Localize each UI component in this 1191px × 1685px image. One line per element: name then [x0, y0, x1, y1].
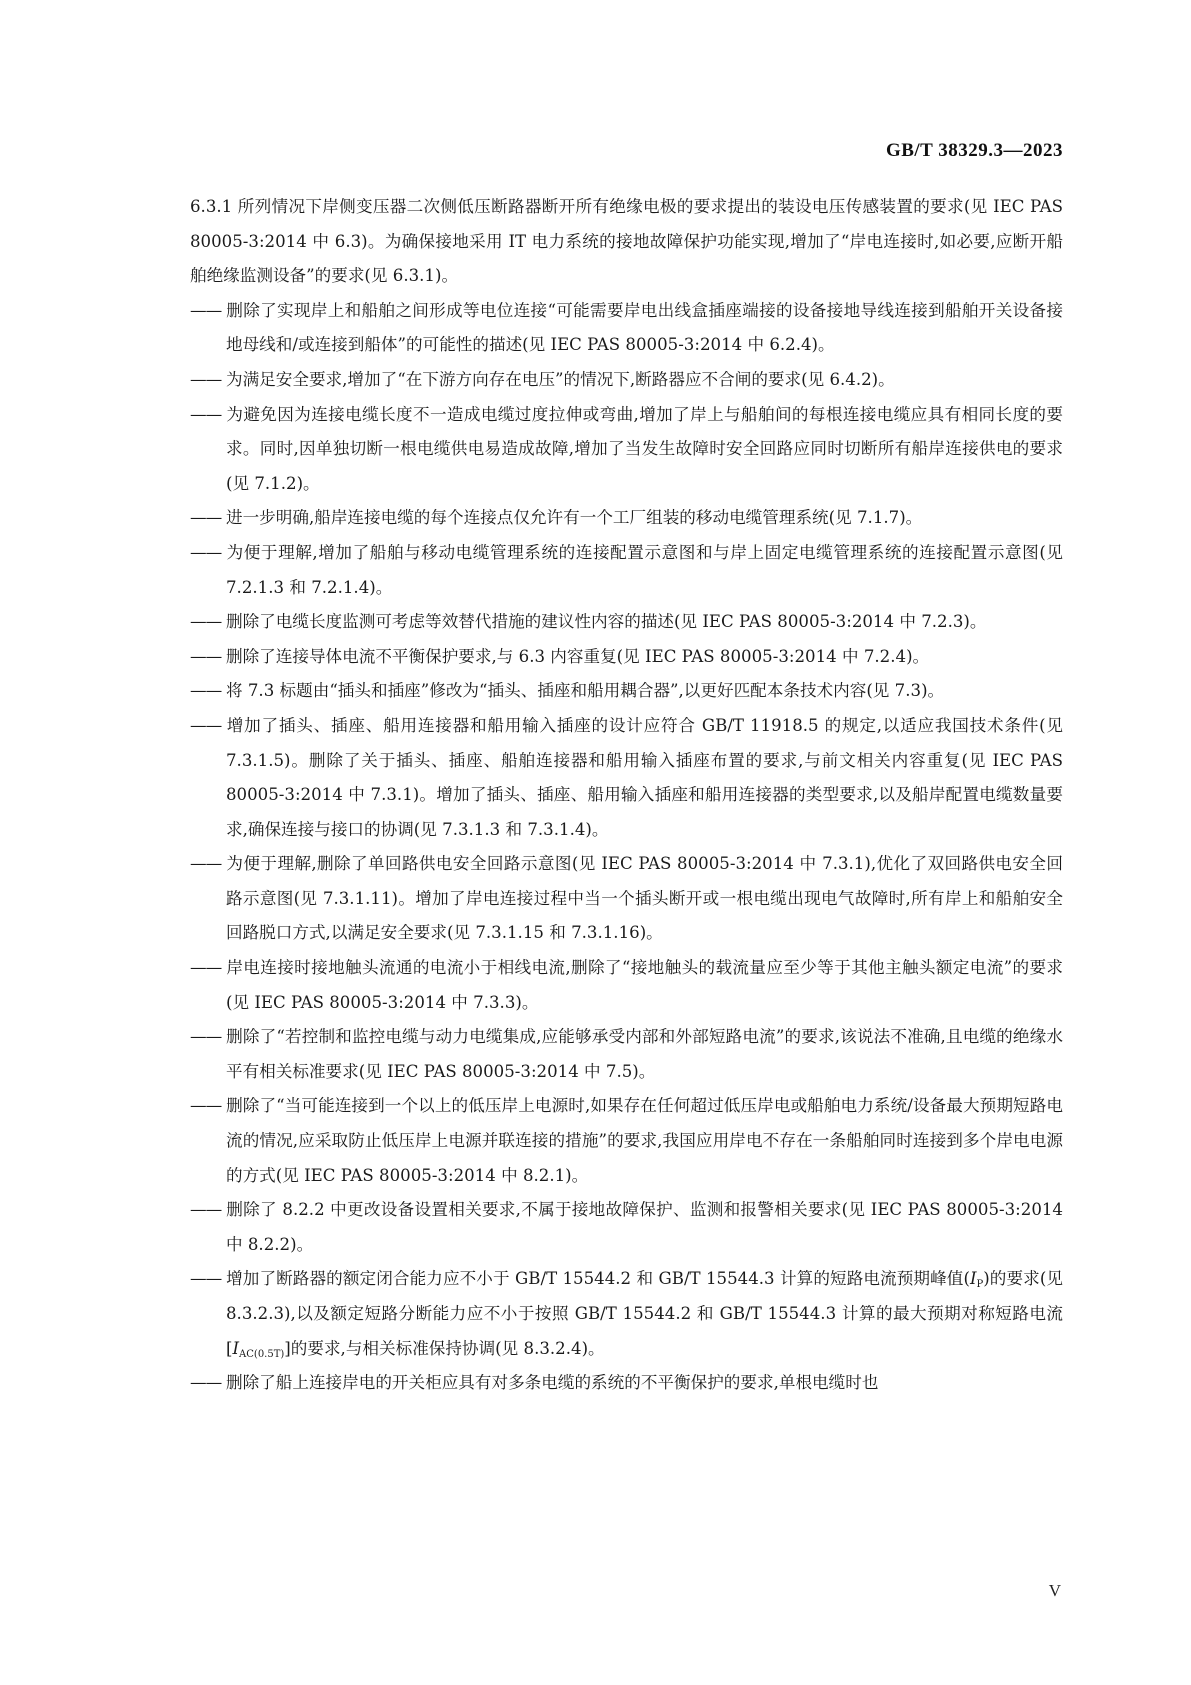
- list-item: [190, 294, 1063, 363]
- list-item-text: 删除了“若控制和监控电缆与动力电缆集成,应能够承受内部和外部短路电流”的要求,该说法不准确,且电缆的绝缘水平有相关标准要求(见 IEC PAS 80005-3:2014 中 7.5)。: [226, 1027, 1063, 1081]
- list-item: [190, 951, 1063, 1020]
- list-item: [190, 674, 1063, 709]
- dash-marker: ——: [190, 854, 222, 874]
- dash-marker: ——: [190, 715, 222, 735]
- list-item-text: 为便于理解,删除了单回路供电安全回路示意图(见 IEC PAS 80005-3:2014 中 7.3.1),优化了双回路供电安全回路示意图(见 7.3.1.11)。增加了岸电连接过程中当一个插头断开或一根电缆出现电气故障时,所有岸上和船舶安全回路脱口方式,以满足安全要求(见 7.3.1.15 和 7.3.1.16)。: [226, 854, 1063, 943]
- dash-marker: ——: [190, 300, 222, 320]
- list-item-text: 删除了电缆长度监测可考虑等效替代措施的建议性内容的描述(见 IEC PAS 80005-3:2014 中 7.2.3)。: [226, 612, 987, 632]
- list-item: [190, 1193, 1063, 1262]
- list-item: [190, 398, 1063, 502]
- current-symbol: I: [232, 1338, 240, 1358]
- dash-marker: ——: [190, 542, 222, 562]
- list-item-text: 为满足安全要求,增加了“在下游方向存在电压”的情况下,断路器应不合闸的要求(见 6.4.2)。: [226, 369, 895, 389]
- dash-marker: ——: [190, 1200, 222, 1220]
- dash-marker: ——: [190, 1096, 222, 1116]
- list-item-text: 删除了实现岸上和船舶之间形成等电位连接“可能需要岸电出线盒插座端接的设备接地导线连接到船舶开关设备接地母线和/或连接到船体”的可能性的描述(见 IEC PAS 80005-3:2014 中 6.2.4)。: [226, 300, 1063, 355]
- list-item-text: 岸电连接时接地触头流通的电流小于相线电流,删除了“接地触头的载流量应至少等于其他主触头额定电流”的要求(见 IEC PAS 80005-3:2014 中 7.3.3)。: [226, 958, 1063, 1012]
- list-item-text: 删除了 8.2.2 中更改设备设置相关要求,不属于接地故障保护、监测和报警相关要求(见 IEC PAS 80005-3:2014 中 8.2.2)。: [226, 1200, 1063, 1254]
- list-item-text: 为便于理解,增加了船舶与移动电缆管理系统的连接配置示意图和与岸上固定电缆管理系统的连接配置示意图(见 7.2.1.3 和 7.2.1.4)。: [226, 542, 1063, 597]
- list-item-breaker: [190, 1262, 1063, 1366]
- list-item-text: 为避免因为连接电缆长度不一造成电缆过度拉伸或弯曲,增加了岸上与船舶间的每根连接电缆应具有相同长度的要求。同时,因单独切断一根电缆供电易造成故障,增加了当发生故障时安全回路应同时切断所有船岸连接供电的要求(见 7.1.2)。: [226, 404, 1063, 493]
- dash-marker: ——: [190, 1269, 222, 1289]
- dash-marker: ——: [190, 612, 222, 632]
- list-item-text: 删除了连接导体电流不平衡保护要求,与 6.3 内容重复(见 IEC PAS 80005-3:2014 中 7.2.4)。: [226, 646, 930, 666]
- list-item: [190, 709, 1063, 847]
- list-item: [190, 640, 1063, 675]
- list-item: [190, 847, 1063, 951]
- current-subscript: AC(0.5T): [239, 1348, 285, 1360]
- list-item: [190, 1089, 1063, 1193]
- change-list: [190, 294, 1063, 1401]
- dash-marker: ——: [190, 508, 222, 528]
- list-item: [190, 501, 1063, 536]
- document-body: [190, 190, 1063, 1401]
- list-item: [190, 536, 1063, 605]
- dash-marker: ——: [190, 958, 222, 978]
- list-item: [190, 1020, 1063, 1089]
- intro-paragraph: 6.3.1 所列情况下岸侧变压器二次侧低压断路器断开所有绝缘电极的要求提出的装设电压传感装置的要求(见 IEC PAS 80005-3:2014 中 6.3)。为确保接地采用 IT 电力系统的接地故障保护功能实现,增加了“岸电连接时,如必要,应断开船舶绝缘监测设备”的要求(见 6.3.1)。: [190, 197, 1063, 286]
- page-number: V: [1048, 1581, 1061, 1600]
- document-id-header: GB/T 38329.3—2023: [885, 140, 1063, 161]
- dash-marker: ——: [190, 1373, 222, 1393]
- current-symbol: I: [969, 1269, 977, 1289]
- list-item-text: 进一步明确,船岸连接电缆的每个连接点仅允许有一个工厂组装的移动电缆管理系统(见 7.1.7)。: [226, 508, 923, 528]
- list-item-text: 删除了船上连接岸电的开关柜应具有对多条电缆的系统的不平衡保护的要求,单根电缆时也: [226, 1373, 879, 1393]
- dash-marker: ——: [190, 681, 222, 701]
- list-item-text: 删除了“当可能连接到一个以上的低压岸上电源时,如果存在任何超过低压岸电或船舶电力系统/设备最大预期短路电流的情况,应采取防止低压岸上电源并联连接的措施”的要求,我国应用岸电不存在一条船舶同时连接到多个岸电电源的方式(见 IEC PAS 80005-3:2014 中 8.2.1)。: [226, 1096, 1063, 1185]
- breaker-text-part2: )的要求(见 8.3.2.3),以及额定短路分断能力应不小于按照 GB/T 15544.2 和 GB/T 15544.3 计算的最大预期对称短路电流[: [226, 1269, 1063, 1358]
- list-item-text: 将 7.3 标题由“插头和插座”修改为“插头、插座和船用耦合器”,以更好匹配本条技术内容(见 7.3)。: [226, 681, 945, 701]
- breaker-text-part3: ]的要求,与相关标准保持协调(见 8.3.2.4)。: [284, 1338, 605, 1358]
- dash-marker: ——: [190, 646, 222, 666]
- dash-marker: ——: [190, 369, 222, 389]
- dash-marker: ——: [190, 1027, 222, 1047]
- current-subscript: P: [976, 1279, 984, 1291]
- list-item: [190, 363, 1063, 398]
- list-item: [190, 605, 1063, 640]
- breaker-text-part1: 增加了断路器的额定闭合能力应不小于 GB/T 15544.2 和 GB/T 15544.3 计算的短路电流预期峰值(: [226, 1269, 970, 1289]
- dash-marker: ——: [190, 404, 222, 424]
- list-item-text: 增加了插头、插座、船用连接器和船用输入插座的设计应符合 GB/T 11918.5 的规定,以适应我国技术条件(见 7.3.1.5)。删除了关于插头、插座、船舶连接器和船用输入插座布置的要求,与前文相关内容重复(见 IEC PAS 80005-3:2014 中 7.3.1)。增加了插头、插座、船用输入插座和船用连接器的类型要求,以及船岸配置电缆数量要求,确保连接与接口的协调(见 7.3.1.3 和 7.3.1.4)。: [226, 715, 1063, 839]
- list-item: [190, 1366, 1063, 1401]
